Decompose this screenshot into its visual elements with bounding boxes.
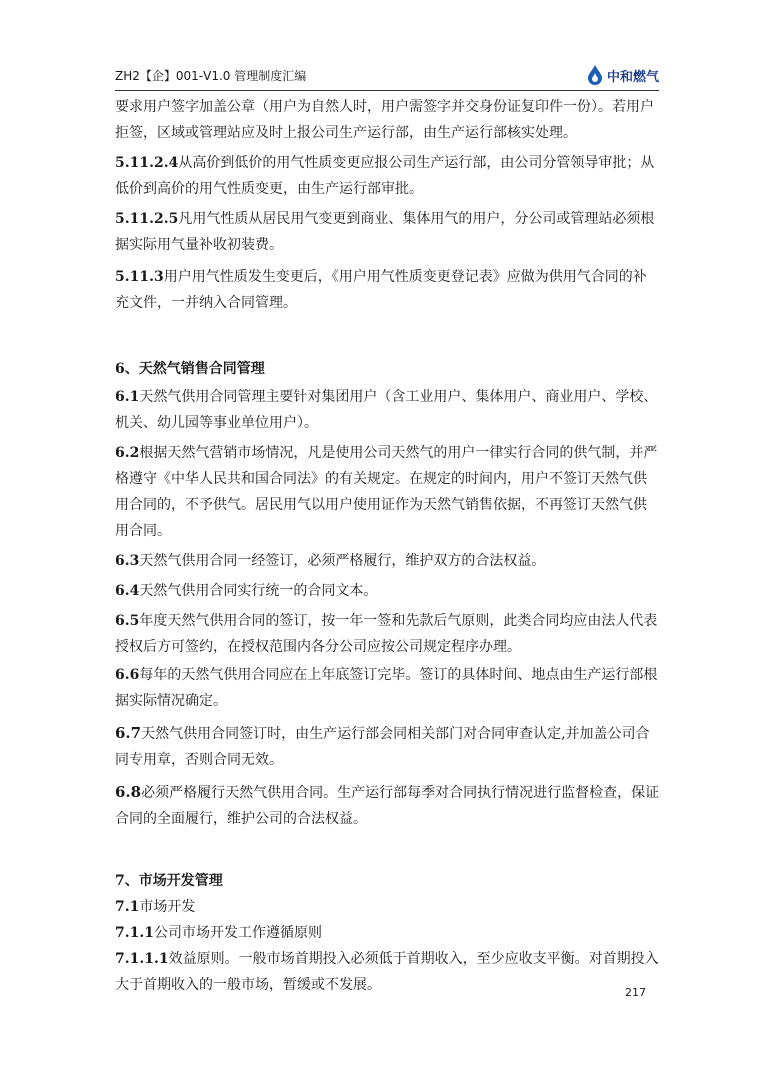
paragraph-5-11-3: 5.11.3用户用气性质发生变更后，《用户用气性质变更登记表》应做为供用气合同的补充文件，一并纳入合同管理。 — [115, 269, 647, 311]
paragraph-6-2: 6.2根据天然气营销市场情况，凡是使用公司天然气的用户一律实行合同的供气制，并严格遵守《中华人民共和国合同法》的有关规定。在规定的时间内，用户不签订天然气供用合同的，不予供气。居民用气以用户使用证作为天然气销售依据，不再签订天然气供用合同。 — [115, 445, 658, 539]
logo-text: 中和燃气 — [606, 69, 659, 85]
section-heading-6: 6、天然气销售合同管理 — [115, 361, 265, 377]
paragraph-5-11-2-4: 5.11.2.4从高价到低价的用气性质变更应报公司生产运行部，由公司分管领导审批；从低价到高价的用气性质变更，由生产运行部审批。 — [115, 155, 655, 197]
page-number: 217 — [625, 986, 646, 999]
paragraph-6-1: 6.1天然气供用合同管理主要针对集团用户（含工业用户、集体用户、商业用户、学校、机关、幼儿园等事业单位用户）。 — [115, 389, 658, 431]
document-body — [115, 90, 660, 998]
paragraph-continued: 要求用户签字加盖公章（用户为自然人时，用户需签字并交身份证复印件一份）。若用户拒签，区域或管理站应及时上报公司生产运行部，由生产运行部核实处理。 — [115, 99, 654, 141]
paragraph-7-1-1: 7.1.1公司市场开发工作遵循原则 — [115, 925, 322, 941]
paragraph-7-1-1-1: 7.1.1.1效益原则。一般市场首期投入必须低于首期收入，至少应收支平衡。对首期投入大于首期收入的一般市场，暂缓或不发展。 — [115, 951, 659, 993]
page-header — [115, 58, 659, 91]
flame-drop-icon — [586, 64, 604, 86]
section-heading-7: 7、市场开发管理 — [115, 873, 223, 889]
paragraph-6-6: 6.6每年的天然气供用合同应在上年底签订完毕。签订的具体时间、地点由生产运行部根据实际情况确定。 — [115, 667, 658, 709]
header-title: ZH2【企】001-V1.0 管理制度汇编 — [115, 69, 307, 83]
paragraph-6-7: 6.7天然气供用合同签订时，由生产运行部会同相关部门对合同审查认定,并加盖公司合同专用章，否则合同无效。 — [115, 724, 650, 768]
company-logo — [586, 63, 659, 87]
paragraph-7-1: 7.1市场开发 — [115, 899, 196, 915]
paragraph-6-3: 6.3天然气供用合同一经签订，必须严格履行，维护双方的合法权益。 — [115, 553, 546, 569]
paragraph-6-5: 6.5年度天然气供用合同的签订，按一年一签和先款后气原则，此类合同均应由法人代表授权后方可签约，在授权范围内各分公司应按公司规定程序办理。 — [115, 613, 658, 655]
paragraph-6-4: 6.4天然气供用合同实行统一的合同文本。 — [115, 583, 378, 599]
paragraph-6-8: 6.8必须严格履行天然气供用合同。生产运行部每季对合同执行情况进行监督检查，保证合同的全面履行，维护公司的合法权益。 — [115, 783, 660, 827]
paragraph-5-11-2-5: 5.11.2.5凡用气性质从居民用气变更到商业、集体用气的用户，分公司或管理站必须根据实际用气量补收初装费。 — [115, 211, 655, 253]
